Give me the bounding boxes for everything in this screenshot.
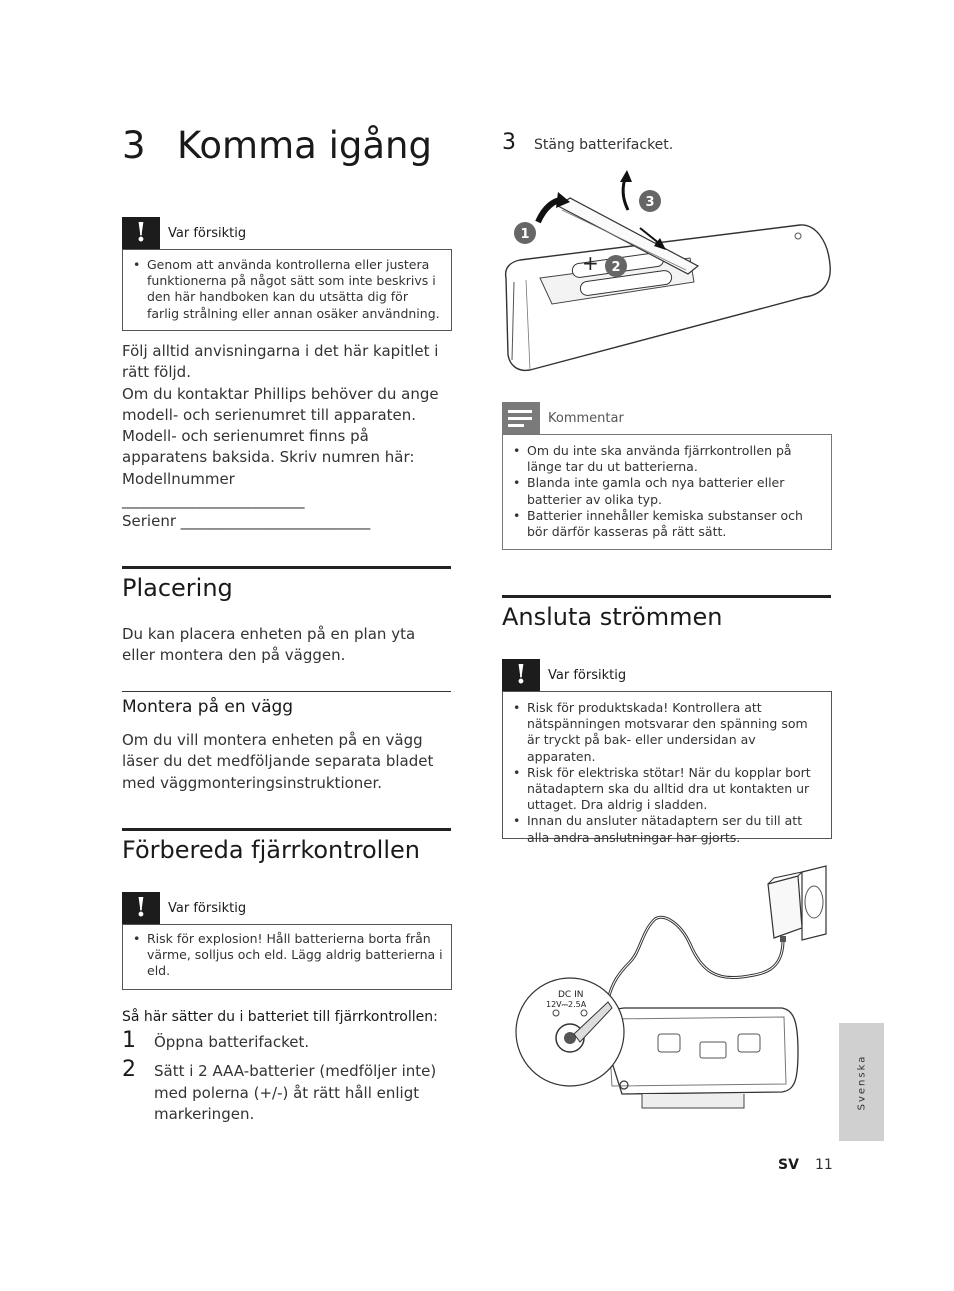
dc-in-label: DC IN — [558, 990, 584, 1000]
placering-text: Du kan placera enheten på en plan yta eller montera den på väggen. — [122, 625, 416, 665]
remote-battery-illustration — [500, 170, 835, 380]
arrow-head-icon — [620, 170, 632, 182]
serial-label: Serienr — [122, 512, 176, 531]
note-box — [502, 402, 832, 550]
caution-box-battery — [122, 892, 452, 990]
caution-body — [502, 691, 832, 845]
footer-language: SV — [778, 1157, 799, 1173]
step-item — [122, 1028, 442, 1053]
step-text: Öppna batterifacket. — [154, 1033, 310, 1051]
caution-body — [122, 924, 452, 990]
device-stand — [642, 1094, 744, 1108]
caution-body — [122, 249, 452, 331]
section-rule — [122, 566, 451, 569]
caution-box-power — [502, 659, 832, 845]
model-line: __________________________ — [122, 491, 304, 510]
caution-item: • Genom att använda kontrollerna eller justera funktionerna på något sätt som inte beskrivs i den här handboken kan du utsätta dig för farlig strålning eller annan osäker användning. — [133, 257, 443, 322]
step-item — [502, 130, 673, 156]
caution-item: • Risk för explosion! Håll batterierna borta från värme, solljus och eld. Lägg aldrig batterierna i eld. — [133, 931, 443, 980]
caution-item: • Risk för elektriska stötar! När du kopplar bort nätadaptern ska du alltid dra ut kontakten ur uttaget. Dra aldrig i sladden. — [513, 765, 823, 814]
step-text: Stäng batterifacket. — [534, 137, 674, 153]
serial-line: ___________________________ — [180, 512, 370, 531]
exclamation-icon: ! — [122, 217, 160, 249]
language-tab-label: Svenska — [856, 1054, 867, 1110]
chapter-title — [122, 124, 432, 167]
steps-list — [122, 1028, 442, 1125]
plus-mark: + — [582, 251, 599, 275]
language-tab — [839, 1023, 884, 1141]
svg-text:1: 1 — [520, 227, 530, 242]
section-rule — [502, 595, 831, 598]
caution-label: Var försiktig — [168, 900, 247, 916]
wall-outlet — [802, 866, 826, 940]
caution-item: • Risk för produktskada! Kontrollera att nätspänningen motsvarar den spänning som är tryckt på bak- eller undersidan av apparaten. — [513, 700, 823, 765]
dc-in-rating: 12V⎓2.5A — [546, 1000, 587, 1009]
step-number: 1 — [122, 1028, 136, 1053]
chapter-number: 3 — [122, 124, 146, 167]
intro-line: Om du kontaktar Phillips behöver du ange modell- och serienumret till apparaten. Modell- och serienumret finns på apparatens baksida. Skriv numren här: — [122, 384, 439, 467]
step-item — [122, 1057, 442, 1125]
caution-box-intro — [122, 217, 452, 331]
caution-label: Var försiktig — [548, 667, 627, 683]
caution-header — [502, 659, 832, 691]
forbereda-heading: Förbereda fjärrkontrollen — [122, 836, 420, 864]
placering-heading: Placering — [122, 574, 233, 602]
note-item: • Om du inte ska använda fjärrkontrollen på länge tar du ut batterierna. — [513, 443, 823, 475]
page-number: 11 — [815, 1157, 833, 1173]
svg-text:2: 2 — [611, 260, 621, 275]
caution-item: • Innan du ansluter nätadaptern ser du till att alla andra anslutningar har gjorts. — [513, 813, 823, 845]
section-rule — [122, 828, 451, 831]
steps-intro: Så här sätter du i batteriet till fjärrkontrollen: — [122, 1009, 438, 1025]
note-item: • Batterier innehåller kemiska substanser och bör därför kasseras på rätt sätt. — [513, 508, 823, 540]
montera-heading: Montera på en vägg — [122, 697, 294, 717]
serial-row — [122, 511, 457, 532]
power-adapter — [768, 876, 802, 938]
note-header — [502, 402, 832, 434]
ansluta-heading: Ansluta strömmen — [502, 603, 723, 631]
montera-text: Om du vill montera enheten på en vägg läser du det medföljande separata bladet med väggmonteringsinstruktioner. — [122, 731, 434, 792]
model-label: Modellnummer — [122, 469, 235, 488]
step-number: 2 — [122, 1057, 136, 1083]
note-body — [502, 434, 832, 550]
subsection-rule — [122, 691, 451, 692]
caution-header — [122, 892, 452, 924]
note-item: • Blanda inte gamla och nya batterier eller batterier av olika typ. — [513, 475, 823, 507]
note-icon — [502, 402, 540, 434]
chapter-title-text: Komma igång — [177, 124, 432, 167]
intro-text — [122, 341, 457, 533]
power-connection-illustration — [512, 862, 837, 1124]
svg-text:3: 3 — [645, 195, 655, 210]
exclamation-icon: ! — [122, 892, 160, 924]
step-number: 3 — [502, 130, 516, 155]
exclamation-icon: ! — [502, 659, 540, 691]
caution-label: Var försiktig — [168, 225, 247, 241]
step-text: Sätt i 2 AAA-batterier (medföljer inte) med polerna (+/-) åt rätt håll enligt markeringen. — [154, 1062, 437, 1123]
caution-header — [122, 217, 452, 249]
intro-line: Följ alltid anvisningarna i det här kapitlet i rätt följd. — [122, 342, 439, 382]
note-label: Kommentar — [548, 410, 624, 426]
